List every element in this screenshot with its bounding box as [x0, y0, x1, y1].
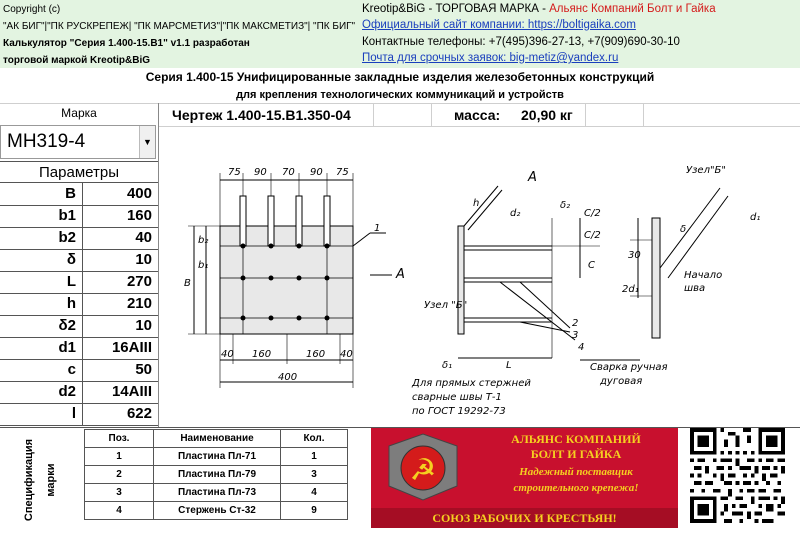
grid-line: [585, 103, 586, 126]
parameter-row: [0, 183, 158, 206]
spec-qty: 3: [281, 466, 348, 484]
label-h: h: [473, 198, 480, 209]
trademark-text: торговой маркой Kreotip&BiG: [3, 55, 151, 66]
side-bent-rod-b: [468, 190, 502, 230]
label-view-A: A: [396, 267, 405, 282]
label-1: 1: [374, 223, 381, 234]
spec-side-label: [14, 434, 74, 526]
parameter-value[interactable]: 622: [126, 405, 152, 422]
spec-name: Пластина Пл-79: [154, 466, 281, 484]
parameter-value[interactable]: 400: [126, 185, 152, 202]
parameter-row: [0, 227, 158, 250]
parameter-name: c: [0, 359, 83, 381]
label-2: 2: [572, 318, 579, 329]
parameter-value[interactable]: 16AIII: [111, 339, 152, 356]
banner-footer: СОЮЗ РАБОЧИХ И КРЕСТЬЯН!: [432, 511, 617, 525]
label-b2: b₂: [198, 235, 209, 246]
spec-name: Стержень Ст-32: [154, 502, 281, 520]
spec-side-label-svg: [14, 434, 74, 526]
page-subtitle: для крепления технологических коммуникаций и устройств: [236, 89, 564, 101]
label-c2-bottom: C/2: [584, 230, 601, 241]
label-B: B: [184, 278, 191, 289]
parameter-value[interactable]: 210: [126, 295, 152, 312]
parameter-name: B: [0, 183, 83, 205]
spec-pos: 2: [85, 466, 154, 484]
note-weld-1: Сварка ручная: [590, 362, 668, 373]
dim-bottom-1: 40: [221, 349, 234, 360]
grid-line: [158, 126, 800, 127]
parameter-row: [0, 403, 158, 426]
leader-2: [520, 282, 570, 328]
spec-pos: 1: [85, 448, 154, 466]
grid-line: [0, 103, 800, 104]
note-straight-1: Для прямых стержней: [412, 378, 531, 389]
spec-header-name: Наименование: [154, 430, 281, 448]
brand-alliance: Альянс Компаний Болт и Гайка: [549, 3, 716, 15]
mark-label: Марка: [61, 106, 97, 120]
mass-label: масса:: [454, 107, 501, 123]
plate-side: [458, 226, 464, 334]
label-b1: b₁: [198, 260, 209, 271]
spec-name: Пластина Пл-71: [154, 448, 281, 466]
parameter-row: [0, 249, 158, 272]
parameter-row: [0, 315, 158, 338]
parameter-value[interactable]: 270: [126, 273, 152, 290]
dim-top-3: 70: [282, 167, 295, 178]
dim-top-2: 90: [254, 167, 267, 178]
note-straight-3: по ГОСТ 19292-73: [412, 406, 506, 417]
spec-header-qty: Кол.: [281, 430, 348, 448]
parameter-value[interactable]: 10: [135, 317, 152, 334]
spec-pos: 3: [85, 484, 154, 502]
mark-select[interactable]: [0, 125, 156, 159]
dim-total: 400: [278, 372, 298, 383]
hammer-sickle-icon: ☭: [409, 453, 437, 488]
label-L: L: [506, 360, 512, 371]
spec-name: Пластина Пл-73: [154, 484, 281, 502]
parameter-name: d1: [0, 337, 83, 359]
label-delta2: δ₂: [560, 200, 571, 211]
mark-select-value: МН319-4: [7, 131, 86, 152]
rod-4: [324, 196, 330, 246]
drawing-number: Чертеж 1.400-15.В1.350-04: [172, 107, 351, 123]
spec-pos: 4: [85, 502, 154, 520]
label-node-b-side: Узел "Б": [424, 300, 468, 311]
node-plate: [652, 218, 660, 338]
rod-1: [240, 196, 246, 246]
header-bar: [0, 0, 800, 68]
label-start: Начало: [684, 270, 723, 281]
parameter-name: L: [0, 271, 83, 293]
technical-drawing: [160, 128, 800, 424]
parameter-value[interactable]: 160: [126, 207, 152, 224]
leader-4: [500, 282, 575, 340]
parameter-row: [0, 381, 158, 404]
brand-line: [362, 3, 716, 15]
banner-line-4: строительного крепежа!: [513, 482, 639, 494]
rod-3: [296, 196, 302, 246]
brand-prefix: Kreotip&BiG - ТОРГОВАЯ МАРКА -: [362, 3, 550, 15]
label-d2: d₂: [510, 208, 521, 219]
phones-text: Контактные телефоны: +7(495)396-27-13, +7(909)690-30-10: [362, 36, 680, 48]
label-4: 4: [578, 342, 585, 353]
dim-top-1: 75: [228, 167, 241, 178]
qr-code[interactable]: [690, 428, 785, 523]
parameter-name: δ2: [0, 315, 83, 337]
dim-top-5: 75: [336, 167, 349, 178]
parameter-name: h: [0, 293, 83, 315]
promo-banner[interactable]: [371, 428, 678, 528]
parameter-row: [0, 359, 158, 382]
banner-line-3: Надежный поставщик: [519, 466, 633, 478]
spec-qty: 4: [281, 484, 348, 502]
parameter-name: b1: [0, 205, 83, 227]
node-rod-b: [668, 196, 728, 278]
spec-header-pos: Поз.: [85, 430, 154, 448]
spec-header-row: [85, 430, 348, 448]
label-2d1: 2d₁: [622, 284, 639, 295]
rod-2: [268, 196, 274, 246]
chevron-down-icon[interactable]: ▼: [139, 126, 155, 158]
dim-top-4: 90: [310, 167, 323, 178]
parameter-row: [0, 205, 158, 228]
parameter-name: b2: [0, 227, 83, 249]
table-row: [85, 502, 348, 520]
table-row: [85, 484, 348, 502]
label-3: 3: [572, 330, 579, 341]
copyright-text: Copyright (c): [3, 4, 61, 15]
label-d1: d₁: [750, 212, 761, 223]
note-straight-2: сварные швы Т-1: [412, 392, 502, 403]
parameter-value[interactable]: 10: [135, 251, 152, 268]
label-node-b: Узел"Б": [686, 165, 727, 176]
table-row: [85, 466, 348, 484]
note-weld-2: дуговая: [600, 376, 643, 387]
grid-line: [373, 103, 374, 126]
spec-table: [84, 429, 348, 520]
parameter-name: d2: [0, 381, 83, 403]
label-delta1: δ₁: [442, 360, 453, 371]
parameter-value[interactable]: 40: [135, 229, 152, 246]
dim-bottom-3: 160: [306, 349, 326, 360]
parameter-value[interactable]: 14AIII: [111, 383, 152, 400]
companies-text: "АК БИГ"|"ПК РУСКРЕПЕЖ| "ПК МАРСМЕТИЗ"|"ПК МАКСМЕТИЗ"| "ПК БИГ": [3, 21, 356, 32]
grid-line: [431, 103, 432, 126]
parameter-name: δ: [0, 249, 83, 271]
spec-side-label-text-1: Спецификация: [23, 438, 35, 522]
parameter-row: [0, 293, 158, 316]
spec-side-label-text-2: марки: [45, 463, 57, 497]
mass-value: 20,90 кг: [521, 107, 573, 123]
parameter-row: [0, 271, 158, 294]
drawing-svg: [160, 128, 800, 424]
dim-bottom-2: 160: [252, 349, 272, 360]
leader-1: [353, 233, 370, 246]
parameter-name: l: [0, 403, 83, 425]
label-c2-top: C/2: [584, 208, 601, 219]
banner-line-1: АЛЬЯНС КОМПАНИЙ: [511, 432, 641, 446]
qr-code-svg: [690, 428, 785, 523]
parameter-row: [0, 337, 158, 360]
site-link[interactable]: Официальный сайт компании: https://boltigaika.com: [362, 19, 636, 31]
banner-line-2: БОЛТ И ГАЙКА: [530, 447, 622, 461]
page-title: Серия 1.400-15 Унифицированные закладные изделия железобетонных конструкций: [145, 70, 655, 84]
label-30: 30: [628, 250, 641, 261]
label-seam: шва: [684, 283, 706, 294]
grid-line: [158, 103, 159, 427]
node-rod: [660, 188, 720, 268]
grid-line: [643, 103, 644, 126]
label-delta: δ: [680, 224, 687, 235]
parameters-title: Параметры: [0, 161, 158, 183]
calculator-text: Калькулятор "Серия 1.400-15.В1" v1.1 разработан: [3, 38, 250, 49]
spec-qty: 1: [281, 448, 348, 466]
table-row: [85, 448, 348, 466]
parameter-value[interactable]: 50: [135, 361, 152, 378]
spec-qty: 9: [281, 502, 348, 520]
label-section-A: A: [528, 170, 537, 185]
label-c: C: [588, 260, 595, 271]
side-bent-rod: [464, 186, 498, 226]
email-link[interactable]: Почта для срочных заявок: big-metiz@yandex.ru: [362, 52, 619, 64]
dim-bottom-4: 40: [340, 349, 353, 360]
